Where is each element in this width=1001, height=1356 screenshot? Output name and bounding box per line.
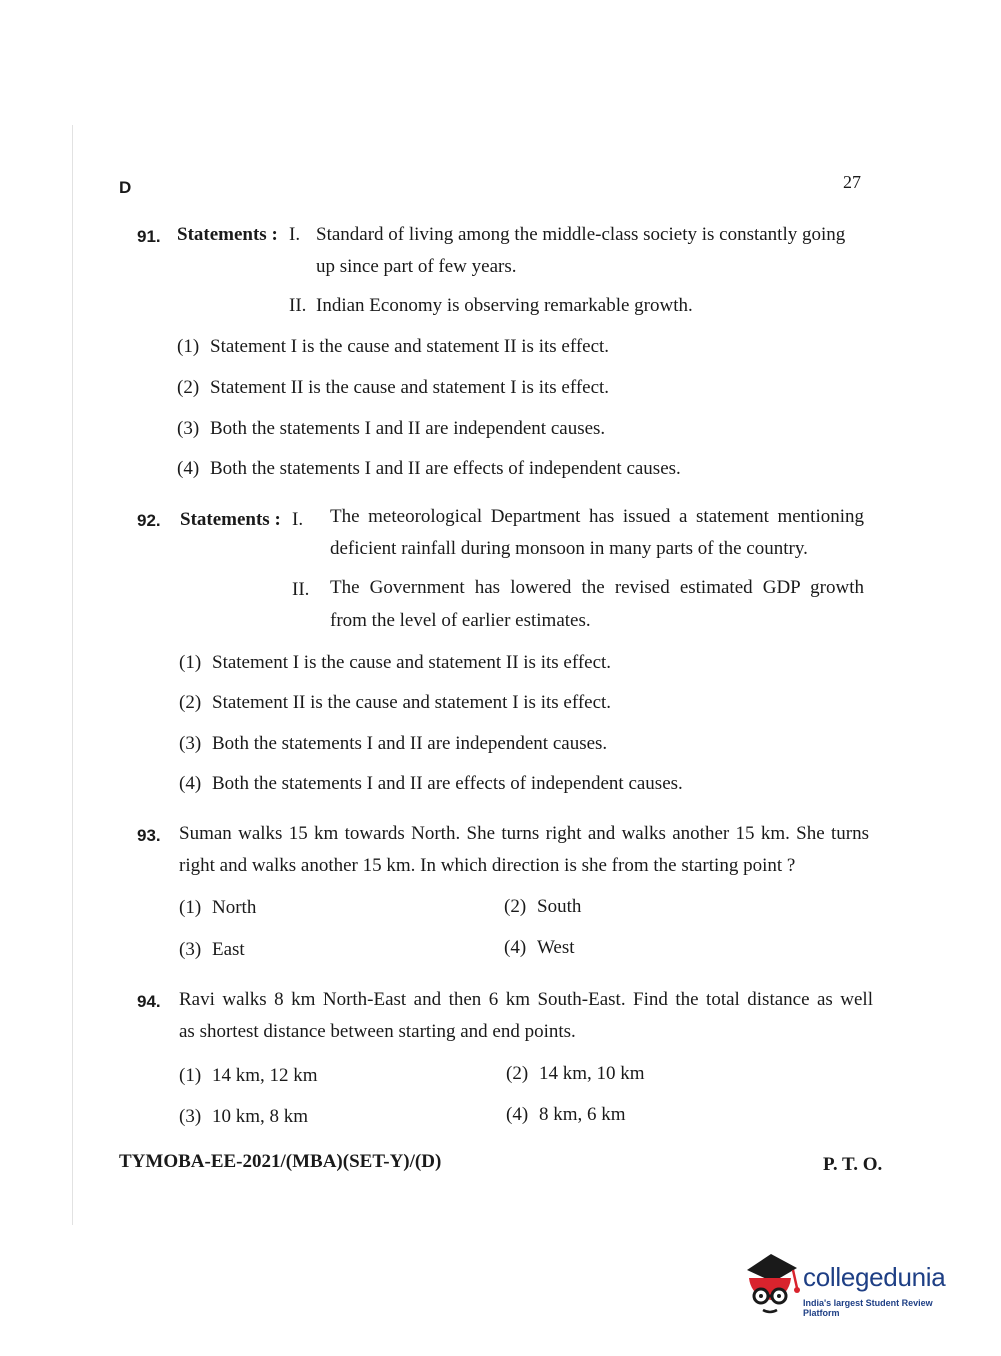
collegedunia-watermark <box>741 1248 971 1318</box>
option-number: (3) <box>179 939 202 960</box>
statement-text: up since part of few years. <box>316 256 517 277</box>
statement-numeral: I. <box>289 224 301 245</box>
question-text: as shortest distance between starting and end points. <box>179 1021 576 1042</box>
option-number: (4) <box>179 773 202 794</box>
option-number: (2) <box>504 896 527 917</box>
option-text: 14 km, 12 km <box>212 1065 318 1086</box>
option-number: (1) <box>179 1065 202 1086</box>
option-number: (4) <box>504 937 527 958</box>
option-text: South <box>537 896 582 917</box>
option-number: (2) <box>179 692 202 713</box>
statement-text: Indian Economy is observing remarkable growth. <box>316 295 693 316</box>
question-number: 91. <box>137 227 161 246</box>
option-text: Both the statements I and II are effects of independent causes. <box>210 458 681 479</box>
paper-code: TYMOBA-EE-2021/(MBA)(SET-Y)/(D) <box>119 1151 442 1172</box>
statements-label: Statements : <box>177 224 278 245</box>
option-text: Statement II is the cause and statement I is its effect. <box>212 692 612 713</box>
mascot-icon <box>741 1248 803 1318</box>
statement-numeral: II. <box>289 295 307 316</box>
option-number: (1) <box>179 897 202 918</box>
page-number: 27 <box>843 172 861 192</box>
option-text: 10 km, 8 km <box>212 1106 309 1127</box>
option-number: (4) <box>177 458 200 479</box>
option-text: Statement I is the cause and statement II is its effect. <box>210 336 610 357</box>
question-number: 94. <box>137 992 161 1011</box>
brand-name: collegedunia <box>803 1262 946 1292</box>
option-number: (1) <box>179 652 202 673</box>
option-number: (2) <box>177 377 200 398</box>
statement-text: deficient rainfall during monsoon in many parts of the country. <box>330 538 808 559</box>
set-letter: D <box>119 178 132 197</box>
statement-text: The Government has lowered the revised estimated GDP growth <box>330 577 864 598</box>
statement-text: Standard of living among the middle-class society is constantly going <box>316 224 846 245</box>
option-number: (1) <box>177 336 200 357</box>
question-number: 92. <box>137 511 161 530</box>
option-text: 14 km, 10 km <box>539 1063 645 1084</box>
statement-numeral: II. <box>292 579 310 600</box>
option-number: (4) <box>506 1104 529 1125</box>
option-number: (3) <box>177 418 200 439</box>
pto-label: P. T. O. <box>823 1154 883 1175</box>
option-number: (3) <box>179 733 202 754</box>
question-number: 93. <box>137 826 161 845</box>
option-number: (3) <box>179 1106 202 1127</box>
option-text: North <box>212 897 257 918</box>
option-text: 8 km, 6 km <box>539 1104 626 1125</box>
option-text: Statement I is the cause and statement II is its effect. <box>212 652 612 673</box>
option-text: Both the statements I and II are effects of independent causes. <box>212 773 683 794</box>
question-text: right and walks another 15 km. In which direction is she from the starting point ? <box>179 855 796 876</box>
option-text: West <box>537 937 575 958</box>
option-text: Statement II is the cause and statement I is its effect. <box>210 377 610 398</box>
option-text: Both the statements I and II are independent causes. <box>210 418 606 439</box>
statement-text: from the level of earlier estimates. <box>330 610 591 631</box>
option-text: Both the statements I and II are independent causes. <box>212 733 608 754</box>
option-number: (2) <box>506 1063 529 1084</box>
option-text: East <box>212 939 245 960</box>
statement-text: The meteorological Department has issued a statement mentioning <box>330 506 864 527</box>
scan-margin-line <box>72 125 73 1225</box>
question-text: Suman walks 15 km towards North. She turns right and walks another 15 km. She turns <box>179 823 869 844</box>
statements-label: Statements : <box>180 509 281 530</box>
brand-tagline: India's largest Student Review Platform <box>803 1298 933 1318</box>
question-text: Ravi walks 8 km North-East and then 6 km South-East. Find the total distance as well <box>179 989 873 1010</box>
statement-numeral: I. <box>292 509 304 530</box>
